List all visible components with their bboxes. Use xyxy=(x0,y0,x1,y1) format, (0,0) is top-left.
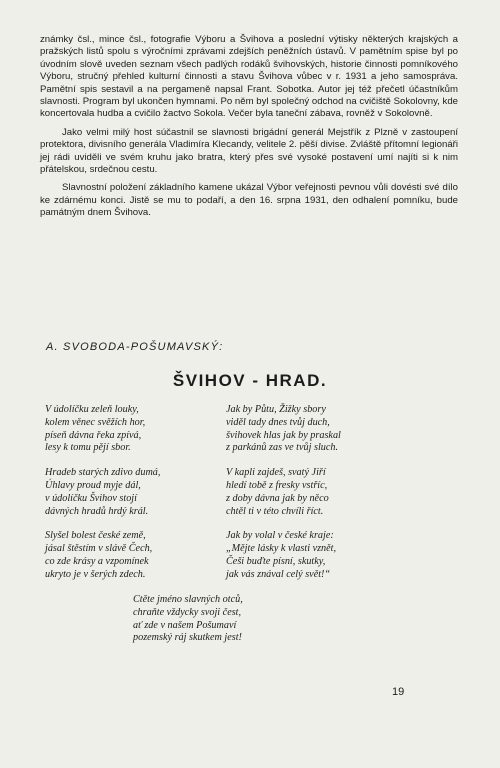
verse-line: švihovek hlas jak by praskal xyxy=(226,429,341,441)
verse-line: dávných hradů hrdý král. xyxy=(45,505,149,517)
stanza xyxy=(226,530,436,581)
poem-author: A. SVOBODA-POŠUMAVSKÝ: xyxy=(46,341,224,353)
verse-line: Hradeb starých zdivo dumá, xyxy=(45,467,161,479)
paragraph-general-guest: Jako velmi milý host súčastnil se slavnosti brigádní generál Mejstřík z Plzně v zastoupení protektora, divisního generála Vladimíra Klecandy, velitele 2. pěší divise. Zvláště přítomní legionáři jej rádi uviděli ve svém kruhu jako bratra, který přes své vysoké postavení umí najíti si k nim přátelskou, srdečnou cestu. xyxy=(40,126,458,176)
verse-line: Úhlavy proud myje dál, xyxy=(45,479,141,491)
poem-title: ŠVIHOV - HRAD. xyxy=(172,371,328,390)
verse-line: jásal štěstím v slávě Čech, xyxy=(45,543,153,555)
stanza xyxy=(45,467,235,518)
poem-right-column xyxy=(226,404,436,594)
verse-line: z doby dávna jak by něco xyxy=(226,492,329,504)
stanza xyxy=(45,404,235,455)
verse-line: V údolíčku zeleň louky, xyxy=(45,404,139,415)
verse-line: Ctěte jméno slavných otců, xyxy=(133,594,243,605)
paragraph-foundation-stone: Slavnostní položení základního kamene ukázal Výbor veřejnosti pevnou vůli dovésti své dílo ke zdárnému konci. Jistě se mu to podaří, a den 16. srpna 1931, den odhalení pomníku, bude památným dnem Švihova. xyxy=(40,182,458,219)
verse-line: Češi buďte písní, skutky, xyxy=(226,555,326,567)
verse-line: chraňte vždycky svoji čest, xyxy=(133,606,242,618)
paragraph-ceremony-program: známky čsl., mince čsl., fotografie Výboru a Švihova a poslední výtisky některých krajských a pražských listů spolu s výročními zprávami zdejších peněžních ústavů. V pamětním spise byl po úvodním slově uveden seznam všech padlých rodáků švihovských, historie činnosti pomníkového Výboru, stručný přehled kulturní činnosti a stavu Švihova vůbec v r. 1931 a jeho samospráva. Pamětní spis sestavil a na pergameně napsal Frant. Sobotka. Autor jej též přečetl účastníkům slavnosti. Program byl ukončen hymnami. Po něm byl společný odchod na cvičiště Sokolovny, kde koncertovala hudba a cvičilo žactvo Sokola. Večer byla taneční zábava, rovněž v Sokolovně. xyxy=(40,34,458,120)
article-text xyxy=(40,34,458,226)
verse-line: z parkánů zas ve tvůj sluch. xyxy=(226,442,339,454)
verse-line: V kapli zajdeš, svatý Jiří xyxy=(226,467,326,479)
verse-line: co zde krásy a vzpomínek xyxy=(45,555,149,567)
page-number: 19 xyxy=(392,686,405,698)
verse-line: viděl tady dnes tvůj duch, xyxy=(226,416,330,428)
verse-line: pozemský ráj skutkem jest! xyxy=(133,632,242,644)
verse-line: jak vás znával celý svět!“ xyxy=(226,568,331,580)
verse-line: ukryto je v šerých zdech. xyxy=(45,568,146,580)
verse-line: „Mějte lásky k vlasti vznět, xyxy=(226,543,337,555)
verse-line: Jak by volal v české kraje: xyxy=(226,530,334,542)
verse-line: Slyšel bolest české země, xyxy=(45,530,146,542)
verse-line: hledí tobě z fresky vstříc, xyxy=(226,479,328,491)
poem-left-column xyxy=(45,404,235,594)
verse-line: chtěl ti v této chvíli říct. xyxy=(226,505,324,517)
stanza xyxy=(45,530,235,581)
verse-line: ať zde v našem Pošumaví xyxy=(133,619,237,631)
verse-line: v údolíčku Švihov stojí xyxy=(45,492,137,504)
stanza xyxy=(226,404,436,455)
verse-line: píseň dávna řeka zpívá, xyxy=(45,429,142,441)
verse-line: Jak by Půtu, Žižky sbory xyxy=(226,404,326,415)
verse-line: lesy k tomu pějí sbor. xyxy=(45,442,131,454)
verse-line: kolem věnec svěžích hor, xyxy=(45,416,146,428)
stanza xyxy=(226,467,436,518)
poem-closing-stanza xyxy=(133,594,243,645)
